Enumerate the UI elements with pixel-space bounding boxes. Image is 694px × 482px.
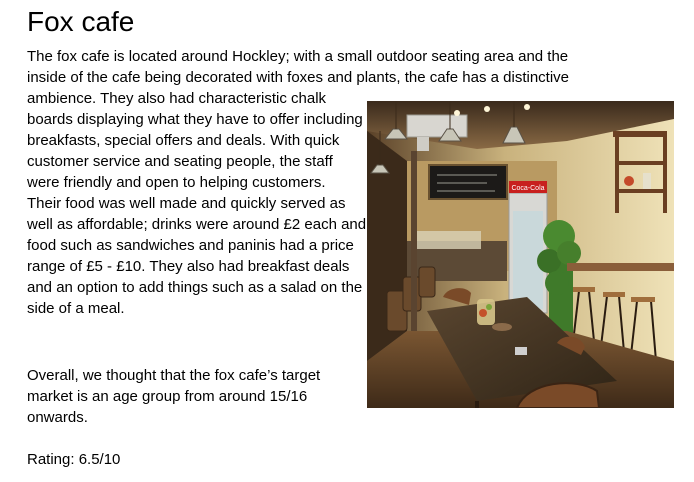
intro-line-1: The fox cafe is located around Hockley; with a small outdoor seating area and the <box>27 48 569 65</box>
conclusion-paragraph: Overall, we thought that the fox cafe’s target market is an age group from around 15/16 onwards. <box>27 367 321 426</box>
intro-paragraph <box>27 46 627 88</box>
air-duct <box>407 115 467 137</box>
rating-text: Rating: 6.5/10 <box>27 451 121 468</box>
fridge-sign: Coca-Cola <box>511 185 545 192</box>
ambience-text: ambience. They also had characteristic chalk boards displaying what they have to offer including breakfasts, special offers and deals. With quick customer service and seating people, the staff were friendly and open to helping customers. <box>27 90 363 191</box>
food-text: Their food was well made and quickly served as well as affordable; drinks were around £2 each and food such as sandwiches and paninis had a price range of £5 - £10. They also had breakfast deals and an option to add things such as a salad on the side of a meal. <box>27 195 367 317</box>
cafe-interior-photo <box>367 101 674 408</box>
body-paragraph <box>27 88 367 319</box>
chalkboard <box>429 165 507 199</box>
page-title: Fox cafe <box>27 6 135 37</box>
intro-line-2: inside of the cafe being decorated with foxes and plants, the cafe has a distinctive <box>27 69 570 86</box>
cafe-interior-illustration <box>367 101 674 408</box>
